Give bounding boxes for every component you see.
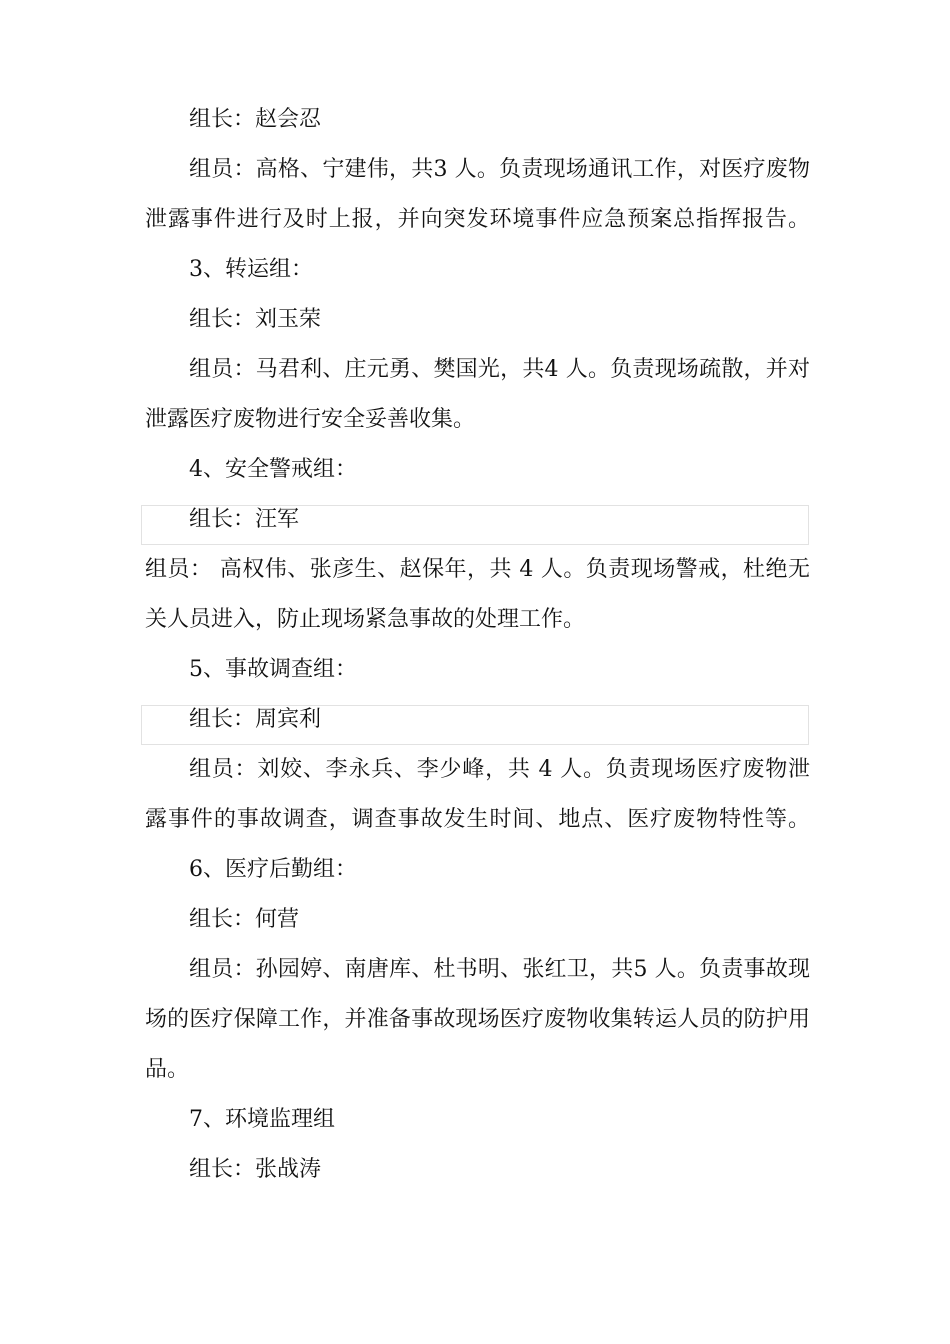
section-heading: 5、事故调查组： bbox=[189, 657, 357, 682]
paragraph-line: 露事件的事故调查，调查事故发生时间、地点、医疗废物特性等。 bbox=[145, 807, 810, 832]
paragraph-line: 关人员进入，防止现场紧急事故的处理工作。 bbox=[145, 607, 586, 632]
paragraph-line: 泄露医疗废物进行安全妥善收集。 bbox=[145, 407, 476, 432]
section-heading: 7、环境监理组 bbox=[189, 1107, 335, 1132]
section-heading: 6、医疗后勤组： bbox=[189, 857, 357, 882]
team-members-line: 组员：孙园婷、南唐库、杜书明、张红卫，共5 人。负责事故现 bbox=[189, 957, 810, 982]
team-leader-line: 组长：周宾利 bbox=[189, 707, 322, 732]
section-heading: 4、安全警戒组： bbox=[189, 457, 357, 482]
team-leader-line: 组长：刘玉荣 bbox=[189, 307, 322, 332]
team-leader-line: 组长：汪军 bbox=[189, 507, 300, 532]
team-members-line: 组员： 高权伟、张彦生、赵保年，共 4 人。负责现场警戒，杜绝无 bbox=[145, 557, 810, 582]
paragraph-line: 品。 bbox=[145, 1057, 190, 1082]
team-members-line: 组员：刘姣、李永兵、李少峰，共 4 人。负责现场医疗废物泄 bbox=[189, 757, 810, 782]
team-leader-line: 组长：赵会忍 bbox=[189, 107, 322, 132]
team-leader-line: 组长：张战涛 bbox=[189, 1157, 322, 1182]
team-members-line: 组员：高格、宁建伟，共3 人。负责现场通讯工作，对医疗废物 bbox=[189, 157, 810, 182]
section-heading: 3、转运组： bbox=[189, 257, 313, 282]
team-members-line: 组员：马君利、庄元勇、樊国光，共4 人。负责现场疏散，并对 bbox=[189, 357, 810, 382]
paragraph-line: 场的医疗保障工作，并准备事故现场医疗废物收集转运人员的防护用 bbox=[145, 1007, 810, 1032]
paragraph-line: 泄露事件进行及时上报，并向突发环境事件应急预案总指挥报告。 bbox=[145, 207, 810, 232]
team-leader-line: 组长：何营 bbox=[189, 907, 300, 932]
